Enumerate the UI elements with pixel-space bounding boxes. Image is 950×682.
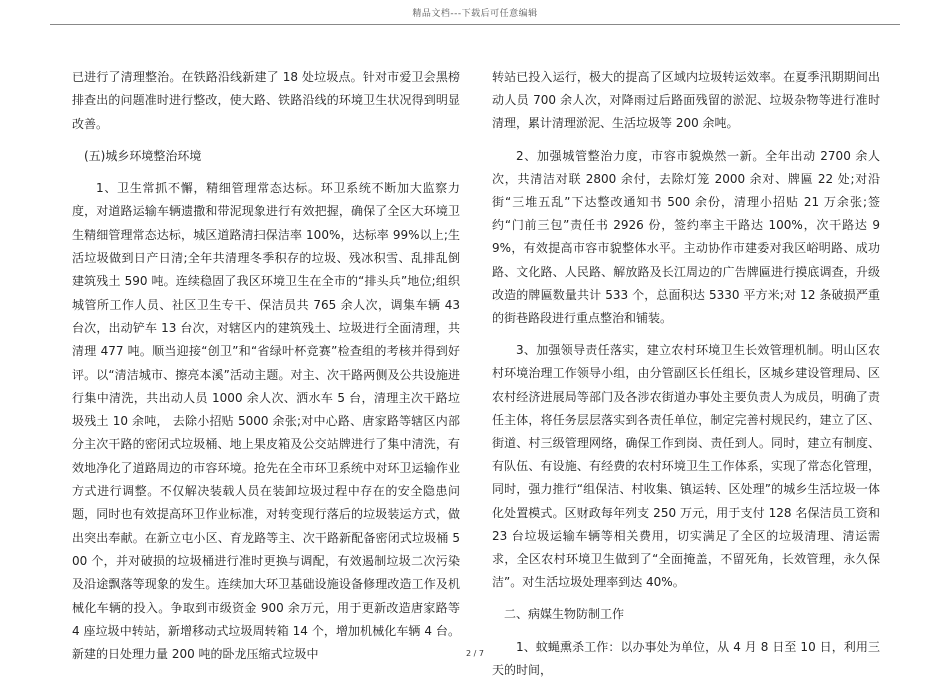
page-header: 精品文档---下载后可任意编辑: [412, 9, 538, 19]
right-column: [492, 66, 880, 682]
section-heading: 二、病媒生物防制工作: [504, 607, 625, 622]
paragraph: 2、加强城管整治力度，市容市貌焕然一新。全年出动 2700 余人次，共清洁对联 2800 余付，去除灯笼 2000 余对、牌匾 22 处;对沿街“三堆五乱”下达整改通知书 500 余份，清理小招贴 21 万余张;签约“门前三包”责任书 2926 份，签约率主干路达 100%，次干路达 99%，有效提高市容市貌整体水平。主动协作市建委对我区峪明路、成功路、文化路、人民路、解放路及长江周边的广告牌匾进行摸底调查，升级改造的牌匾数量共计 533 个，总面积达 5330 平方米;对 12 条破损严重的街巷路段进行重点整治和铺装。: [492, 148, 880, 326]
left-column: [72, 66, 460, 666]
paragraph-continuation: 已进行了清理整治。在铁路沿线新建了 18 处垃圾点。针对市爱卫会黑榜排查出的问题准时进行整改，使大路、铁路沿线的环境卫生状况得到明显改善。: [72, 70, 460, 131]
paragraph: 3、加强领导责任落实，建立农村环境卫生长效管理机制。明山区农村环境治理工作领导小组，由分管副区长任组长，区城乡建设管理局、区农村经济进展局等部门及各涉农街道办事处主要负责人为成员，明确了责任主体，将任务层层落实到各责任单位，制定完善村规民约，建立了区、街道、村三级管理网络，确保工作到岗、责任到人。同时，建立有制度、有队伍、有设施、有经费的农村环境卫生工作体系，实现了常态化管理，同时，强力推行“组保洁、村收集、镇运转、区处理”的城乡生活垃圾一体化处置模式。区财政每年列支 250 万元，用于支付 128 名保洁员工资和 23 台垃圾运输车辆等相关费用，切实满足了全区的垃圾清理、清运需求，全区农村环境卫生做到了“全面掩盖，不留死角，长效管理，永久保洁”。对生活垃圾处理率到达 40%。: [492, 343, 880, 590]
paragraph: 1、卫生常抓不懈，精细管理常态达标。环卫系统不断加大监察力度，对道路运输车辆遗撒和带泥现象进行有效把握，确保了全区大环境卫生精细管理常态达标，城区道路清扫保洁率 100%，达标率 99%以上;生活垃圾做到日产日清;全年共清理冬季积存的垃圾、残冰积雪、乱排乱倒建筑残土 590 吨。连续稳固了我区环境卫生在全市的“排头兵”地位;组织城管所工作人员、社区卫生专干、保洁员共 765 余人次，调集车辆 43 台次，出动铲车 13 台次，对辖区内的建筑残土、垃圾进行全面清理，共清理 477 吨。顺当迎接“创卫”和“省绿叶杯竞赛”检查组的考核并得到好评。以“清洁城市、擦亮本溪”活动主题。对主、次干路两侧及公共设施进行集中清洗，共出动人员 1000 余人次、洒水车 5 台，清理主次干路垃圾残土 10 余吨， 去除小招贴 5000 余张;对中心路、唐家路等辖区内部分主次干路的密闭式垃圾桶、地上果皮箱及公交站牌进行了集中清洗，有效地净化了道路周边的市容环境。抢先在全市环卫系统中对环卫运输作业方式进行调整。不仅解决装载人员在装卸垃圾过程中存在的安全隐患问题，同时也有效提高环卫作业标准，对转变现行落后的垃圾装运方式，做出突出奉献。在新立屯小区、育龙路等主、次干路新配备密闭式垃圾桶 500 个，并对破损的垃圾桶进行准时更换与调配，有效遏制垃圾二次污染及沿途飘落等现象的发生。连续加大环卫基础设施设备修理改造工作及机械化车辆的投入。争取到市级资金 900 余万元，用于更新改造唐家路等 4 座垃圾中转站，新增移动式垃圾周转箱 14 个，增加机械化车辆 4 台。新建的日处理力量 200 吨的卧龙压缩式垃圾中: [72, 181, 460, 662]
header-divider: [50, 24, 900, 25]
paragraph: 1、蚊蝇熏杀工作：以办事处为单位，从 4 月 8 日至 10 日，利用三天的时间，: [492, 639, 880, 677]
paragraph-continuation: 转站已投入运行，极大的提高了区域内垃圾转运效率。在夏季汛期期间出动人员 700 余人次，对降雨过后路面残留的淤泥、垃圾杂物等进行准时清理，累计清理淤泥、生活垃圾等 200 余吨。: [492, 70, 880, 131]
page-number: 2 / 7: [466, 649, 484, 658]
section-heading: (五)城乡环境整治环境: [84, 148, 202, 163]
